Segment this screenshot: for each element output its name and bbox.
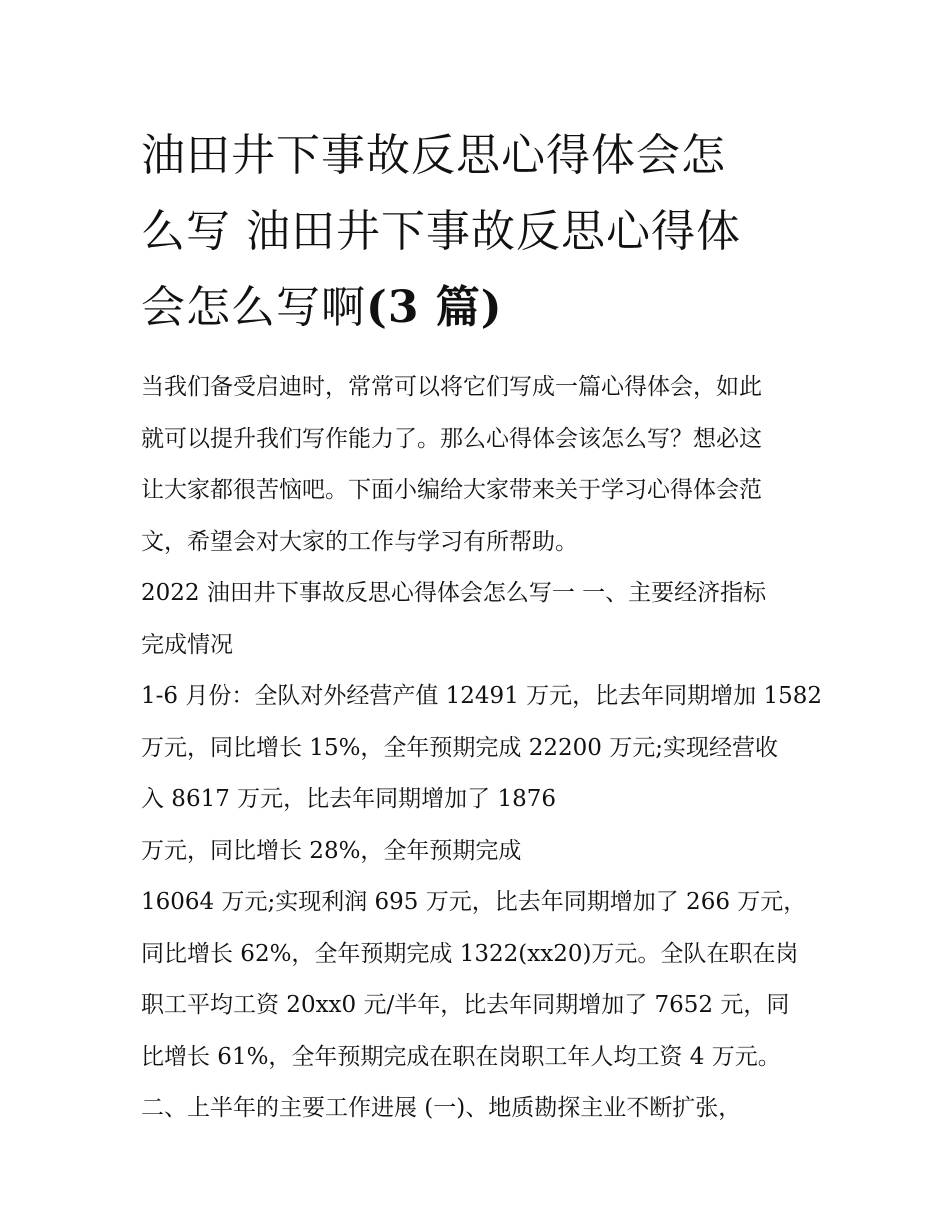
body-line-9: 入 8617 万元，比去年同期增加了 1876 [141, 786, 556, 812]
document-body [141, 362, 821, 1135]
body-line-15: 二、上半年的主要工作进展 (一)、地质勘探主业不断扩张， [141, 1095, 742, 1121]
body-line-10: 万元，同比增长 28%，全年预期完成 [141, 837, 522, 864]
body-line-11: 16064 万元;实现利润 695 万元，比去年同期增加了 266 万元， [141, 889, 807, 915]
body-line-13: 职工平均工资 20xx0 元/半年，比去年同期增加了 7652 元，同 [141, 992, 790, 1018]
body-line-5: 2022 油田井下事故反思心得体会怎么写一 一、主要经济指标 [141, 580, 767, 606]
body-line-12: 同比增长 62%，全年预期完成 1322(xx20)万元。全队在职在岗 [141, 940, 799, 967]
body-line-3: 让大家都很苦恼吧。下面小编给大家带来关于学习心得体会范 [141, 477, 762, 503]
title-line-3-text: 会怎么写啊 [141, 282, 366, 333]
body-line-8: 万元，同比增长 15%，全年预期完成 22200 万元;实现经营收 [141, 734, 778, 761]
body-line-6: 完成情况 [141, 631, 233, 658]
title-line-3 [141, 270, 821, 346]
document-title [141, 118, 821, 346]
body-line-4: 文，希望会对大家的工作与学习有所帮助。 [141, 528, 578, 555]
body-line-1: 当我们备受启迪时，常常可以将它们写成一篇心得体会，如此 [141, 374, 762, 400]
body-line-2: 就可以提升我们写作能力了。那么心得体会该怎么写？想必这 [141, 425, 762, 452]
body-line-7: 1-6 月份：全队对外经营产值 12491 万元，比去年同期增加 1582 [141, 683, 822, 709]
body-line-14: 比增长 61%，全年预期完成在职在岗职工年人均工资 4 万元。 [141, 1043, 781, 1070]
title-count: (3 篇) [366, 282, 503, 333]
document-page [141, 118, 821, 1135]
title-line-1: 油田井下事故反思心得体会怎 [141, 130, 726, 181]
title-line-2: 么写 油田井下事故反思心得体 [141, 206, 741, 257]
